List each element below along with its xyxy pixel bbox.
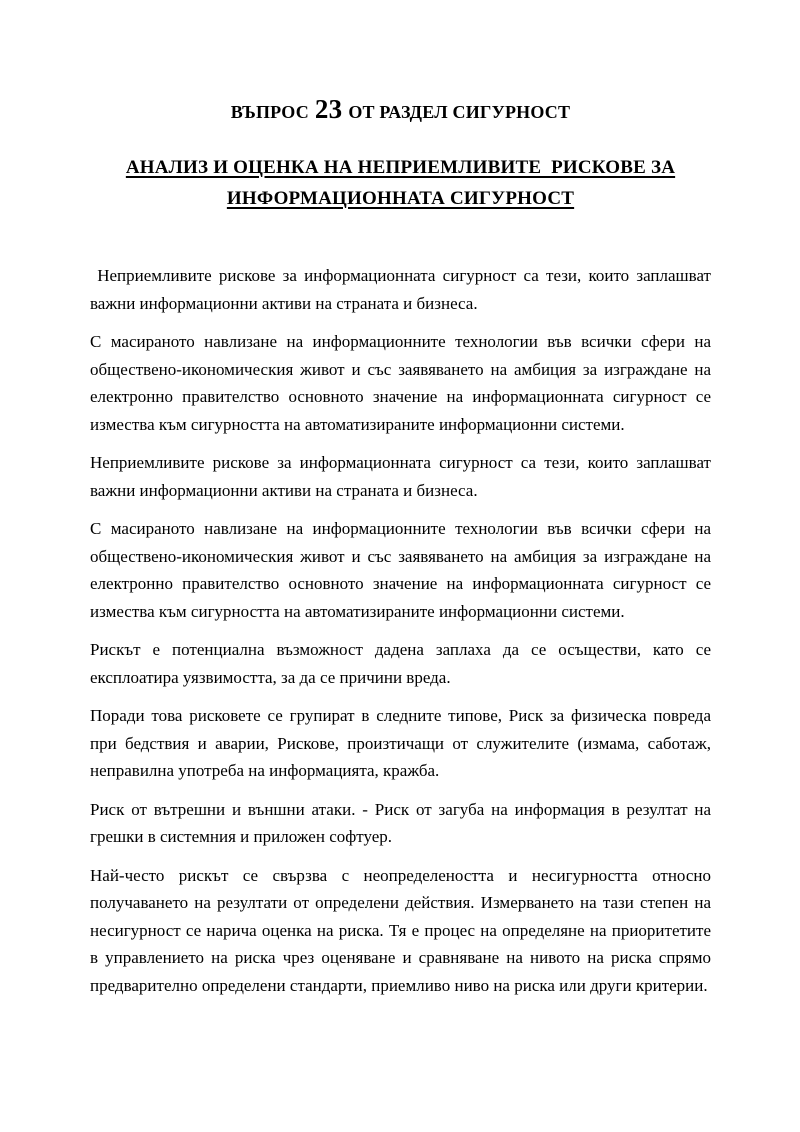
document-title-prefix: ВЪПРОС: [230, 102, 309, 122]
paragraph: Риск от вътрешни и външни атаки. - Риск от загуба на информация в резултат на грешки в системния и приложен софтуер.: [90, 799, 711, 846]
paragraph: Неприемливите рискове за информационната сигурност са тези, които заплашват важни информационни активи на страната и бизнеса.: [90, 453, 711, 500]
paragraph: Неприемливите рискове за информационната сигурност са тези, които заплашват важни информационни активи на страната и бизнеса.: [90, 266, 711, 313]
document-title: [90, 96, 711, 125]
document-title-suffix: ОТ РАЗДЕЛ СИГУРНОСТ: [348, 102, 571, 122]
paragraph: Поради това рисковете се групират в следните типове, Риск за физическа повреда при бедствия и аварии, Рискове, произтичащи от служителите (измама, саботаж, неправилна употреба на информацията, кражба.: [90, 706, 711, 780]
paragraph: С масираното навлизане на информационните технологии във всички сфери на обществено-икономическия живот и със заявяването на амбиция за изграждане на електронно правителство основното значение на информационната сигурност се измества към сигурността на автоматизираните информационни системи.: [90, 332, 711, 434]
paragraph: Рискът е потенциална възможност дадена заплаха да се осъществи, като се експлоатира уязвимостта, за да се причини вреда.: [90, 640, 711, 687]
document-title-number: 23: [314, 94, 343, 124]
paragraph: С масираното навлизане на информационните технологии във всички сфери на обществено-икономическия живот и със заявяването на амбиция за изграждане на електронно правителство основното значение на информационната сигурност се измества към сигурността на автоматизираните информационни системи.: [90, 519, 711, 621]
document-body: [90, 262, 711, 999]
paragraph: Най-често рискът се свързва с неопределеността и несигурността относно получаването на резултати от определени действия. Измерването на тази степен на несигурност се нарича оценка на риска. Тя е процес на определяне на приоритетите в управлението на риска чрез оценяване и сравняване на нивото на риска спрямо предварително определени стандарти, приемливо ниво на риска или други критерии.: [90, 865, 711, 995]
document-heading: АНАЛИЗ И ОЦЕНКА НА НЕПРИЕМЛИВИТЕ РИСКОВЕ ЗА ИНФОРМАЦИОННАТА СИГУРНОСТ: [125, 157, 676, 209]
